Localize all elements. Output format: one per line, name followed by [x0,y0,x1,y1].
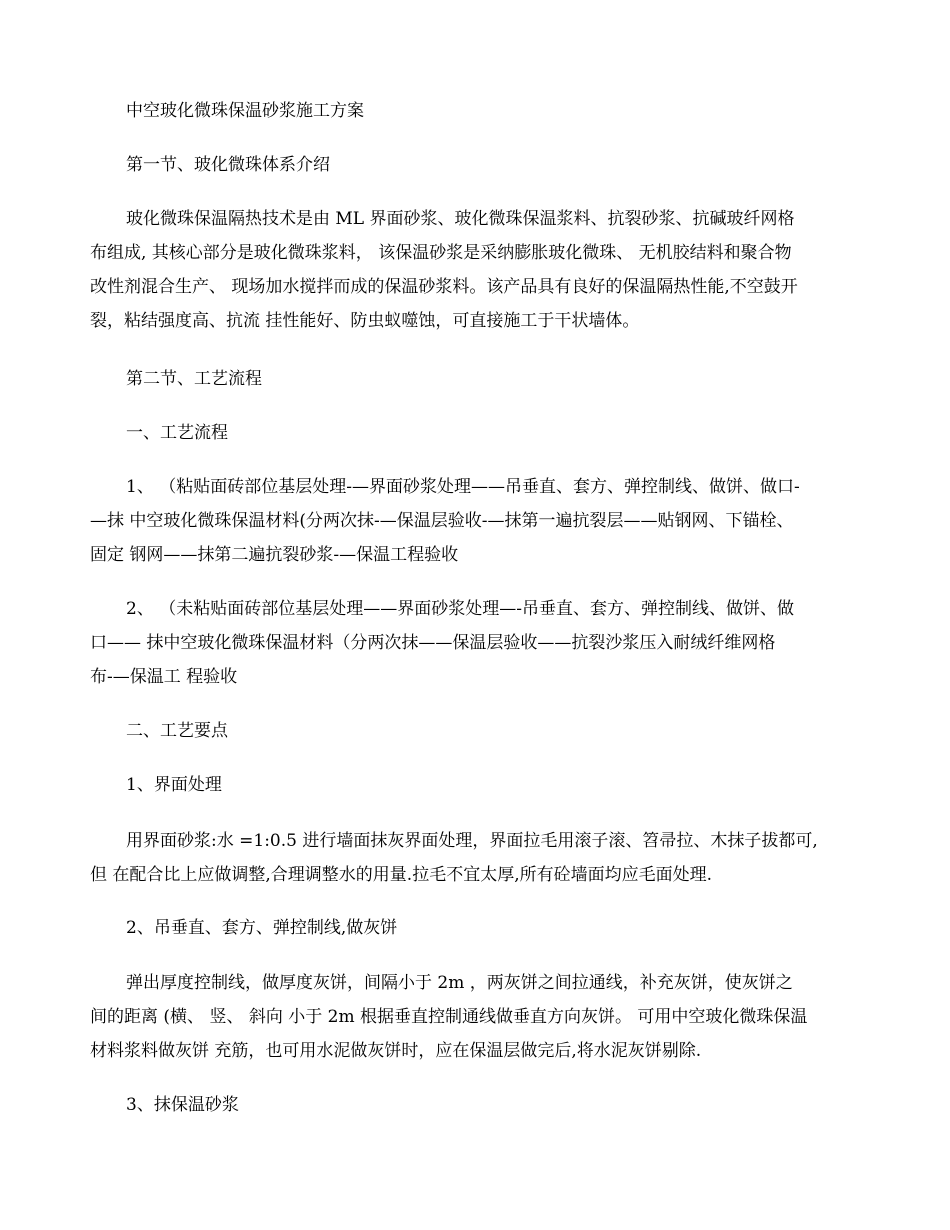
point2-heading: 2、吊垂直、套方、弹控制线,做灰饼 [126,918,398,938]
subsection2-heading: 二、工艺要点 [126,721,228,741]
point3-heading: 3、抹保温砂浆 [126,1095,239,1115]
subsection1-heading: 一、工艺流程 [126,423,228,443]
point1-heading: 1、界面处理 [126,775,222,795]
point1-paragraph: 用界面砂浆:水 =1:0.5 进行墙面抹灰界面处理，界面拉毛用滚子滚、笤帚拉、木抹子拔都可, 但 在配合比上应做调整,合理调整水的用量.拉毛不宜太厚,所有砼墙面均应毛面处理. [90,831,818,885]
section1-heading: 第一节、玻化微珠体系介绍 [126,155,330,175]
process-flow-item-2: 2、 （未粘贴面砖部位基层处理——界面砂浆处理—-吊垂直、套方、弹控制线、做饼、做 口—— 抹中空玻化微珠保温材料（分两次抹——保温层验收——抗裂沙浆压入耐绒纤维网格 布-—保温工 程验收 [90,599,794,687]
section1-paragraph: 玻化微珠保温隔热技术是由 ML 界面砂浆、玻化微珠保温浆料、抗裂砂浆、抗碱玻纤网格 布组成, 其核心部分是玻化微珠浆料， 该保温砂浆是采纳膨胀玻化微珠、 无机胶结料和聚合物 改性剂混合生产、 现场加水搅拌而成的保温砂浆料。该产品具有良好的保温隔热性能,不空鼓开 裂，粘结强度高、抗流 挂性能好、防虫蚁噬蚀，可直接施工于干状墙体。 [90,209,798,331]
section2-heading: 第二节、工艺流程 [126,369,262,389]
point2-paragraph: 弹出厚度控制线，做厚度灰饼，间隔小于 2m ，两灰饼之间拉通线，补充灰饼，使灰饼之 间的距离 (横、 竖、 斜向 小于 2m 根据垂直控制通线做垂直方向灰饼。 可用中空玻化微珠保温 材料浆料做灰饼 充筋，也可用水泥做灰饼时，应在保温层做完后,将水泥灰饼剔除. [90,973,808,1061]
process-flow-item-1: 1、 （粘贴面砖部位基层处理-—界面砂浆处理——吊垂直、套方、弹控制线、做饼、做口- —抹 中空玻化微珠保温材料(分两次抹-—保温层验收-—抹第一遍抗裂层——贴钢网、下锚栓、 固定 钢网——抹第二遍抗裂砂浆-—保温工程验收 [90,477,800,565]
document-title: 中空玻化微珠保温砂浆施工方案 [126,101,364,121]
